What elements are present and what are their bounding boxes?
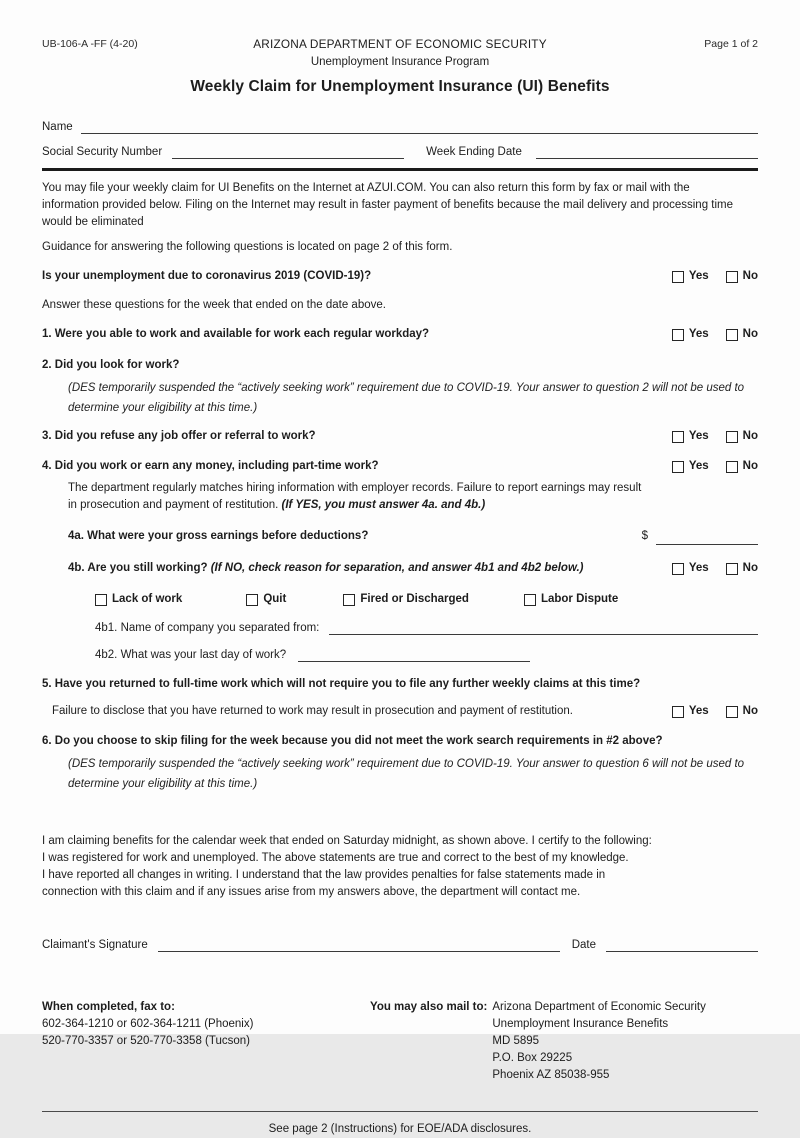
signature-label: Claimant's Signature: [42, 939, 148, 951]
q4-yes-label: Yes: [688, 460, 709, 472]
question-6-text: 6. Do you choose to skip filing for the week because you did not meet the work search requirements in #2 above?: [42, 735, 663, 747]
covid-no-checkbox[interactable]: [726, 271, 738, 283]
page-indicator: Page 1 of 2: [704, 38, 758, 50]
q4-no-label: No: [742, 460, 758, 472]
q1-no-checkbox[interactable]: [726, 329, 738, 341]
fax-tucson-numbers: 520-770-3357 or 520-770-3358 (Tucson): [42, 1035, 250, 1047]
question-4b-italic: (If NO, check reason for separation, and answer 4b1 and 4b2 below.): [210, 562, 584, 574]
agency-name: ARIZONA DEPARTMENT OF ECONOMIC SECURITY: [253, 37, 547, 51]
fired-or-discharged-label: Fired or Discharged: [360, 593, 469, 605]
mail-address-line: Unemployment Insurance Benefits: [492, 1018, 669, 1030]
footer-rule: [42, 1111, 758, 1112]
question-5-text: 5. Have you returned to full-time work which will not require you to file any further weekly claims at this time?: [42, 678, 641, 690]
q4-no-checkbox[interactable]: [726, 461, 738, 473]
mail-address-line: Phoenix AZ 85038-955: [492, 1069, 610, 1081]
fired-or-discharged-checkbox[interactable]: [343, 594, 355, 606]
ssn-label: Social Security Number: [42, 146, 163, 158]
question-2-covid-note: (DES temporarily suspended the “actively seeking work” requirement due to COVID-19. Your answer to question 2 will not be used to determine your eligibility at this time.): [68, 382, 745, 414]
q3-yes-checkbox[interactable]: [672, 431, 684, 443]
question-2-text: 2. Did you look for work?: [42, 359, 180, 371]
lack-of-work-label: Lack of work: [112, 593, 183, 605]
reason-lack-of-work: [95, 591, 182, 608]
date-label: Date: [571, 939, 596, 951]
q1-no-label: No: [742, 328, 758, 340]
answer-note: Answer these questions for the week that ended on the date above.: [42, 299, 386, 311]
q5-no-label: No: [742, 705, 758, 717]
labor-dispute-checkbox[interactable]: [524, 594, 536, 606]
quit-checkbox[interactable]: [246, 594, 258, 606]
question-4b2-row: [42, 648, 758, 662]
section-divider-rule: [42, 168, 758, 171]
reason-quit: [246, 591, 286, 608]
question-5-warning-text: Failure to disclose that you have returned to work may result in prosecution and payment of restitution.: [52, 705, 573, 717]
covid-yes-label: Yes: [688, 270, 709, 282]
q3-yesno-group: [672, 428, 758, 445]
q5-yes-label: Yes: [688, 705, 709, 717]
separation-reasons-row: [42, 591, 758, 608]
certification-paragraph: [42, 833, 758, 901]
week-ending-label: Week Ending Date: [426, 146, 522, 158]
mail-address-line: P.O. Box 29225: [492, 1052, 573, 1064]
covid-question-text: Is your unemployment due to coronavirus 2019 (COVID-19)?: [42, 270, 372, 282]
question-4-row: [42, 458, 758, 475]
fax-phoenix-numbers: 602-364-1210 or 602-364-1211 (Phoenix): [42, 1018, 254, 1030]
question-4b2-text: 4b2. What was your last day of work?: [95, 649, 287, 661]
last-day-of-work-input-line[interactable]: [298, 649, 530, 662]
question-4b-text: 4b. Are you still working? (If NO, check reason for separation, and answer 4b1 and 4b2 below.): [68, 562, 584, 574]
q1-yesno-group: [672, 326, 758, 343]
fax-heading: When completed, fax to:: [42, 1001, 175, 1013]
q4b-yesno-group: [672, 560, 758, 577]
fax-block: [42, 999, 370, 1084]
covid-question-row: [42, 268, 758, 285]
q4b-no-label: No: [742, 562, 758, 574]
question-4-warning: [42, 480, 642, 514]
question-4b1-text: 4b1. Name of company you separated from:: [95, 622, 320, 634]
question-6-covid-note: (DES temporarily suspended the “actively seeking work” requirement due to COVID-19. Your answer to question 6 will not be used to determine your eligibility at this time.): [68, 758, 745, 790]
form-number: UB-106-A -FF (4-20): [42, 38, 138, 50]
mail-heading: You may also mail to:: [370, 1001, 488, 1013]
name-row: [42, 120, 758, 134]
question-3-text: 3. Did you refuse any job offer or referral to work?: [42, 430, 316, 442]
question-5-note-row: [42, 703, 758, 720]
question-4-warning-bold: (If YES, you must answer 4a. and 4b.): [281, 499, 486, 511]
mail-address: [492, 999, 705, 1084]
signature-row: [42, 938, 758, 952]
mail-block: [370, 999, 706, 1084]
week-ending-input-line[interactable]: [536, 146, 758, 159]
q4b-yes-checkbox[interactable]: [672, 563, 684, 575]
name-input-line[interactable]: [81, 121, 758, 134]
q1-yes-label: Yes: [688, 328, 709, 340]
date-input-line[interactable]: [606, 939, 758, 952]
covid-no-label: No: [742, 270, 758, 282]
question-1-row: [42, 326, 758, 343]
q3-yes-label: Yes: [688, 430, 709, 442]
mail-address-line: Arizona Department of Economic Security: [492, 1001, 706, 1013]
footer-disclosure: See page 2 (Instructions) for EOE/ADA disclosures.: [268, 1123, 532, 1136]
quit-label: Quit: [263, 593, 287, 605]
gross-earnings-field: [642, 528, 758, 545]
lack-of-work-checkbox[interactable]: [95, 594, 107, 606]
form-header: [42, 36, 758, 53]
program-name: Unemployment Insurance Program: [310, 56, 490, 68]
q5-yes-checkbox[interactable]: [672, 706, 684, 718]
certification-line: I am claiming benefits for the calendar week that ended on Saturday midnight, as shown above. I certify to the following:: [42, 835, 652, 847]
certification-line: I have reported all changes in writing. I understand that the law provides penalties for false statements made in: [42, 869, 606, 881]
q5-no-checkbox[interactable]: [726, 706, 738, 718]
labor-dispute-label: Labor Dispute: [540, 593, 619, 605]
q4-yes-checkbox[interactable]: [672, 461, 684, 473]
q5-yesno-group: [672, 703, 758, 720]
question-4-text: 4. Did you work or earn any money, including part-time work?: [42, 460, 379, 472]
question-1-text: 1. Were you able to work and available for work each regular workday?: [42, 328, 430, 340]
mail-address-line: MD 5895: [492, 1035, 540, 1047]
company-name-input-line[interactable]: [329, 622, 758, 635]
question-4-warning-text: The department regularly matches hiring information with employer records. Failure to report earnings may result in prosecution and payment of restitution.: [68, 482, 642, 511]
reason-fired-or-discharged: [343, 591, 469, 608]
guidance-paragraph: Guidance for answering the following questions is located on page 2 of this form.: [42, 241, 453, 253]
certification-line: connection with this claim and if any issues arise from my answers above, the department will contact me.: [42, 886, 581, 898]
question-3-row: [42, 428, 758, 445]
reason-labor-dispute: [524, 591, 618, 608]
covid-yes-checkbox[interactable]: [672, 271, 684, 283]
signature-input-line[interactable]: [158, 939, 560, 952]
filing-info-paragraph: You may file your weekly claim for UI Benefits on the Internet at AZUI.COM. You can also return this form by fax or mail with the information provided below. Filing on the Internet may result in faster payment of benefits because the mail delivery and processing time would be eliminated: [42, 182, 734, 228]
ssn-week-row: [42, 145, 758, 159]
question-4a-text: 4a. What were your gross earnings before deductions?: [68, 530, 369, 542]
q4b-no-checkbox[interactable]: [726, 563, 738, 575]
q3-no-checkbox[interactable]: [726, 431, 738, 443]
dollar-sign: $: [641, 530, 648, 542]
q1-yes-checkbox[interactable]: [672, 329, 684, 341]
contact-section: [42, 999, 758, 1084]
certification-line: I was registered for work and unemployed. The above statements are true and correct to the best of my knowledge.: [42, 852, 629, 864]
q3-no-label: No: [742, 430, 758, 442]
name-label: Name: [42, 121, 73, 133]
ssn-input-line[interactable]: [172, 146, 404, 159]
q4b-yes-label: Yes: [688, 562, 709, 574]
gross-earnings-input-line[interactable]: [656, 532, 758, 545]
q4-yesno-group: [672, 458, 758, 475]
question-4a-row: [42, 528, 758, 545]
form-title: Weekly Claim for Unemployment Insurance (UI) Benefits: [190, 78, 610, 95]
question-4b1-row: [42, 621, 758, 635]
question-4b-row: [42, 560, 758, 577]
covid-yesno-group: [672, 268, 758, 285]
